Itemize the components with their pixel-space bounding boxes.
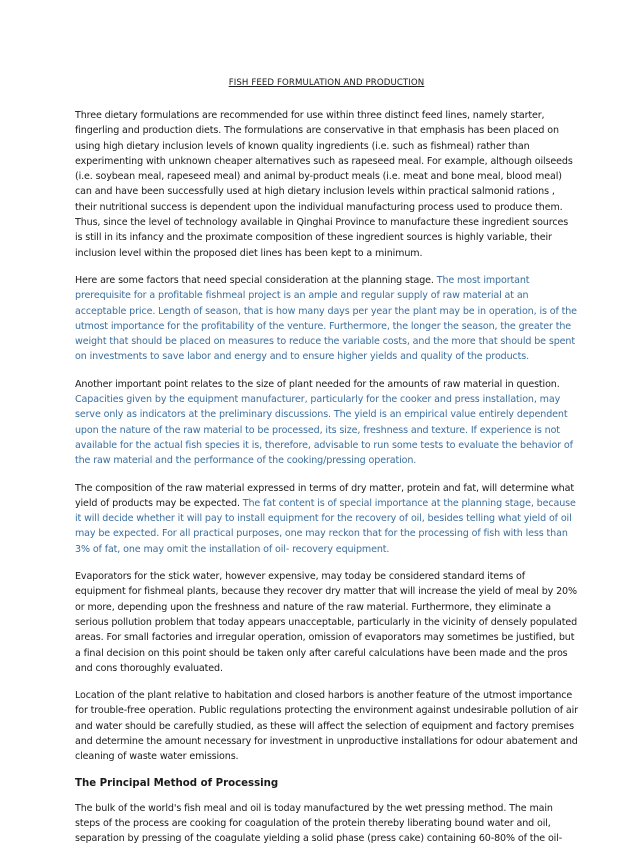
paragraph-text: The composition of the raw material expressed in terms of dry matter, protein and fat, will determine what yield of products may be expected. (75, 482, 574, 509)
paragraph-text: Here are some factors that need special consideration at the planning stage. (75, 274, 437, 286)
paragraph-raw-material-composition (75, 481, 578, 557)
paragraph-planning-factors (75, 273, 578, 365)
paragraph-plant-location: Location of the plant relative to habitation and closed harbors is another feature of the utmost importance for trouble-free operation. Public regulations protecting the environment against undesirable pollution of air and water should be carefully studied, as these will affect the selection of equipment and factory premises and determine the amount necessary for investment in unproductive installations for odour abatement and cleaning of waste water emissions. (75, 690, 578, 763)
highlighted-text: The fat content is of special importance at the planning stage, because it will decide whether it will pay to install equipment for the recovery of oil, besides telling what yield of oil may be expected. For all practical purposes, one may reckon that for the processing of fish with less than 3% of fat, one may omit the installation of oil- recovery equipment. (75, 497, 576, 555)
paragraph-text: Another important point relates to the size of plant needed for the amounts of raw material in question. (75, 378, 560, 390)
document-title: FISH FEED FORMULATION AND PRODUCTION (228, 78, 425, 88)
highlighted-text: The most important prerequisite for a profitable fishmeal project is an ample and regular supply of raw material at an acceptable price. Length of season, that is how many days per year the plant may be in operation, is of the utmost importance for the profitability of the venture. Furthermore, the longer the season, the greater the weight that should be placed on measures to reduce the variable costs, and the more that should be spent on investments to save labor and energy and to ensure higher yields and quality of the products. (75, 274, 577, 363)
paragraph-wet-pressing: The bulk of the world's fish meal and oil is today manufactured by the wet pressing method. The main steps of the process are cooking for coagulation of the protein thereby liberating bound water and oil, separation by pressing of the coagulate yielding a solid phase (press cake) containing 60-80% of the oil- (75, 802, 563, 845)
paragraph-plant-size (75, 377, 578, 469)
paragraph-dietary-formulations: Three dietary formulations are recommended for use within three distinct feed lines, namely starter, fingerling and production diets. The formulations are conservative in that emphasis has been placed on using high dietary inclusion levels of known quality ingredients (i.e. such as fishmeal) rather than experimenting with unknown cheaper alternatives such as rapeseed meal. For example, although oilseeds (i.e. soybean meal, rapeseed meal) and animal by-product meals (i.e. meat and bone meal, blood meal) can and have been successfully used at high dietary inclusion levels within practical salmonid rations , their nutritional success is dependent upon the individual manufacturing process used to produce them. Thus, since the level of technology available in Qinghai Province to manufacture these ingredient sources is still in its infancy and the proximate composition of these ingredient sources is highly variable, their inclusion level within the proposed diet lines has been kept to a minimum. (75, 110, 573, 259)
section-heading: The Principal Method of Processing (75, 777, 279, 789)
highlighted-text: Capacities given by the equipment manufacturer, particularly for the cooker and press installation, may serve only as indicators at the preliminary discussions. The yield is an empirical value entirely dependent upon the nature of the raw material to be processed, its size, freshness and texture. If experience is not available for the actual fish species it is, therefore, advisable to run some tests to evaluate the behavior of the raw material and the performance of the cooking/pressing operation. (75, 394, 573, 467)
paragraph-evaporators: Evaporators for the stick water, however expensive, may today be considered standard items of equipment for fishmeal plants, because they recover dry matter that will increase the yield of meal by 20% or more, depending upon the freshness and nature of the raw material. Furthermore, they eliminate a serious pollution problem that today appears unacceptable, particularly in the vicinity of densely populated areas. For small factories and irregular operation, omission of evaporators may sometimes be justified, but a final decision on this point should be taken only after careful calculations have been made and the pros and cons thoroughly evaluated. (75, 571, 578, 674)
